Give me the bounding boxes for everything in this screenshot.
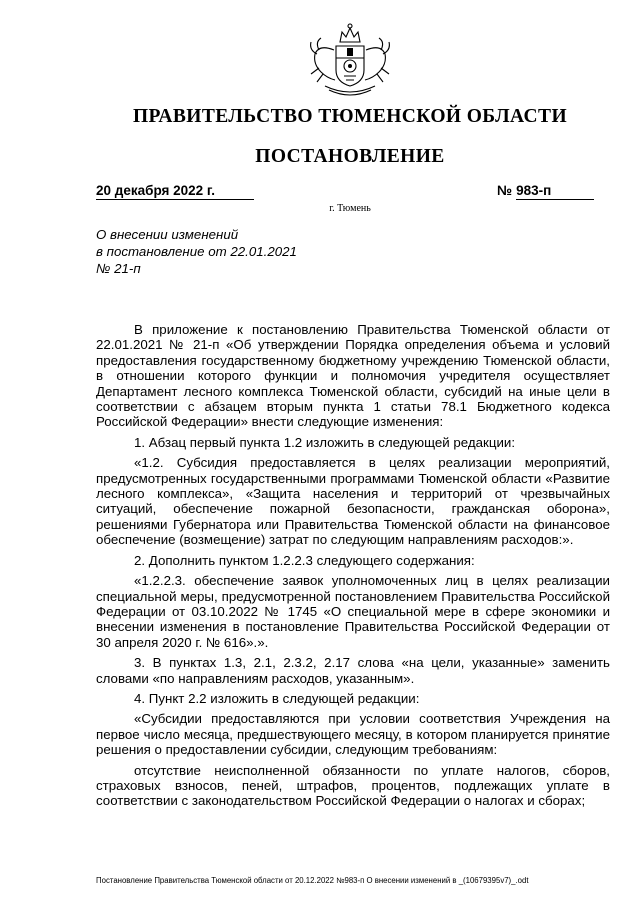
document-city: г. Тюмень [329, 203, 371, 214]
document-subject [96, 226, 356, 277]
coat-of-arms-icon [305, 20, 395, 98]
body-paragraph: 2. Дополнить пунктом 1.2.2.3 следующего содержания: [134, 552, 475, 568]
body-paragraph: «Субсидии предоставляются при условии соответствия Учреждения на первое число месяца, предшествующего месяцу, в котором планируется принятие решения о предоставлении субсидии, следующим требованиям: [96, 711, 610, 758]
organization-title: ПРАВИТЕЛЬСТВО ТЮМЕНСКОЙ ОБЛАСТИ [132, 106, 568, 127]
number-sign: № [497, 183, 513, 198]
document-number-block [497, 182, 605, 200]
body-paragraph: «1.2.2.3. обеспечение заявок уполномоченных лиц в целях реализации специальной меры, предусмотренной постановлением Правительства Российской Федерации от 03.10.2022 № 1745 «О специальной мере в сфере экономики и внесении изменения в постановление Правительства Российской Федерации от 30 апреля 2020 г. № 616».». [96, 573, 610, 650]
body-paragraph: 1. Абзац первый пункта 1.2 изложить в следующей редакции: [134, 434, 516, 450]
page-footer: Постановление Правительства Тюменской области от 20.12.2022 №983-п О внесении изменений в _(10679395v7)_.odt [96, 876, 529, 885]
body-paragraph: 3. В пунктах 1.3, 2.1, 2.3.2, 2.17 слова «на цели, указанные» заменить словами «по направлениям расходов, указанным». [96, 655, 610, 686]
document-body [96, 322, 610, 814]
subject-line-1: О внесении изменений [96, 227, 239, 242]
document-number: 983-п [516, 182, 594, 200]
subject-line-2: в постановление от 22.01.2021 [96, 244, 297, 259]
document-date: 20 декабря 2022 г. [96, 182, 254, 200]
body-paragraph: отсутствие неисполненной обязанности по уплате налогов, сборов, страховых взносов, пеней, штрафов, процентов, подлежащих уплате в соответствии с законодательством Российской Федерации о налогах и сборах; [96, 762, 610, 809]
body-paragraph: 4. Пункт 2.2 изложить в следующей редакции: [134, 690, 420, 706]
body-paragraph: «1.2. Субсидия предоставляется в целях реализации мероприятий, предусмотренных государственными программами Тюменской области «Развитие лесного комплекса», «Защита населения и территорий от чрезвычайных ситуаций, обеспечение пожарной безопасности, гражданская оборона», решениями Губернатора или Правительства Тюменской области на финансовое обеспечение (возмещение) затрат по следующим направлениям расходов:». [96, 455, 610, 548]
body-paragraph: В приложение к постановлению Правительства Тюменской области от 22.01.2021 № 21-п «Об утверждении Порядка определения объема и условий предоставления государственному бюджетному учреждению Тюменской области, в отношении которого функции и полномочия учредителя осуществляет Департамент лесного комплекса Тюменской области, субсидий на иные цели в соответствии с абзацем вторым пункта 1 статьи 78.1 Бюджетного кодекса Российской Федерации» внести следующие изменения: [96, 322, 610, 430]
subject-line-3: № 21-п [96, 261, 141, 276]
document-type-title: ПОСТАНОВЛЕНИЕ [255, 146, 445, 167]
